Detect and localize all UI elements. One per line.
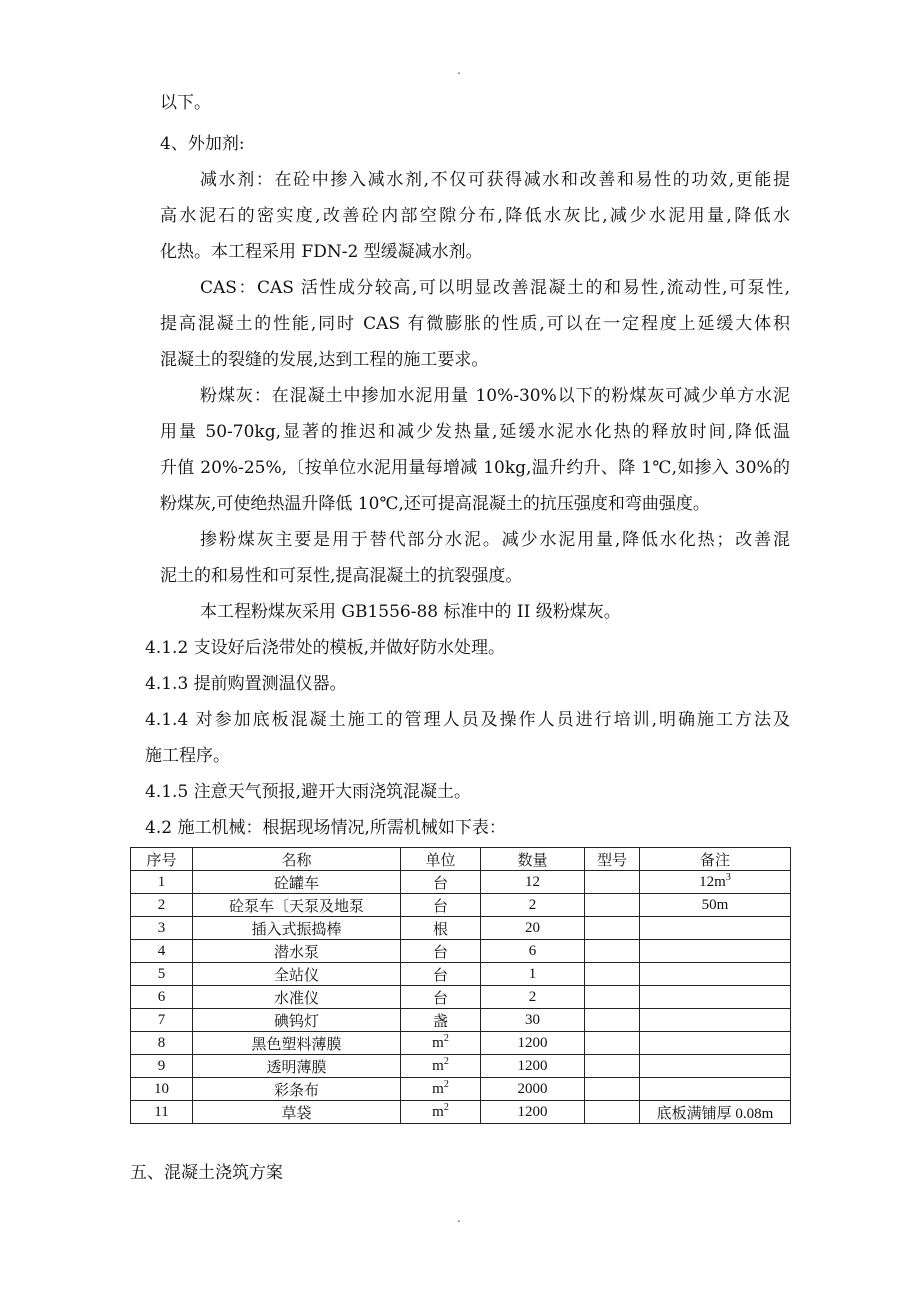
cell-note bbox=[640, 1078, 791, 1101]
cell-model bbox=[585, 963, 640, 986]
header-mark: . bbox=[457, 63, 461, 77]
section-4-2-heading: 4.2 施工机械：根据现场情况,所需机械如下表： bbox=[145, 818, 506, 838]
unit-superscript: 2 bbox=[443, 1078, 449, 1090]
item-4-1-4-line1: 4.1.4 对参加底板混凝土施工的管理人员及操作人员进行培训,明确施工方法及 bbox=[145, 710, 790, 730]
table-row bbox=[131, 917, 791, 940]
cell-unit bbox=[401, 1101, 481, 1124]
cell-unit bbox=[401, 1078, 481, 1101]
note-text: 12m bbox=[699, 873, 726, 890]
cell-name: 碘钨灯 bbox=[193, 1009, 401, 1032]
cell-name: 草袋 bbox=[193, 1101, 401, 1124]
unit-text: m bbox=[432, 1034, 444, 1051]
para-water-reducer-line3: 化热。本工程采用 FDN-2 型缓凝减水剂。 bbox=[160, 242, 483, 262]
cell-no: 8 bbox=[131, 1032, 193, 1055]
footer-mark: . bbox=[457, 1211, 461, 1225]
cell-model bbox=[585, 1078, 640, 1101]
cell-note bbox=[640, 1032, 791, 1055]
cell-qty: 1200 bbox=[481, 1101, 585, 1124]
unit-superscript: 2 bbox=[443, 1032, 449, 1044]
cell-no: 1 bbox=[131, 871, 193, 894]
header-model: 型号 bbox=[585, 848, 640, 871]
cell-unit bbox=[401, 1032, 481, 1055]
cell-name: 插入式振捣棒 bbox=[193, 917, 401, 940]
table-row bbox=[131, 963, 791, 986]
table-row bbox=[131, 1032, 791, 1055]
item-4-1-5: 4.1.5 注意天气预报,避开大雨浇筑混凝土。 bbox=[145, 782, 472, 802]
cell-qty: 12 bbox=[481, 871, 585, 894]
para-flyash-line1: 粉煤灰：在混凝土中掺加水泥用量 10%-30%以下的粉煤灰可减少单方水泥 bbox=[200, 386, 790, 406]
cell-note bbox=[640, 986, 791, 1009]
cell-unit: 台 bbox=[401, 894, 481, 917]
para-water-reducer-line1: 减水剂：在砼中掺入减水剂,不仅可获得减水和改善和易性的功效,更能提 bbox=[200, 170, 790, 190]
cell-no: 7 bbox=[131, 1009, 193, 1032]
table-row bbox=[131, 940, 791, 963]
cell-unit: 台 bbox=[401, 986, 481, 1009]
unit-superscript: 2 bbox=[443, 1101, 449, 1113]
cell-qty: 6 bbox=[481, 940, 585, 963]
header-no: 序号 bbox=[131, 848, 193, 871]
cell-note bbox=[640, 940, 791, 963]
cell-qty: 1200 bbox=[481, 1055, 585, 1078]
cell-note bbox=[640, 1055, 791, 1078]
table-row bbox=[131, 894, 791, 917]
para-flyash-line2: 用量 50-70kg,显著的推迟和减少发热量,延缓水泥水化热的释放时间,降低温 bbox=[160, 422, 790, 442]
header-note: 备注 bbox=[640, 848, 791, 871]
section-heading-admixture: 4、外加剂: bbox=[160, 134, 245, 154]
cell-qty: 1200 bbox=[481, 1032, 585, 1055]
item-4-1-3: 4.1.3 提前购置测温仪器。 bbox=[145, 674, 347, 694]
table-row bbox=[131, 871, 791, 894]
para-flyash-standard: 本工程粉煤灰采用 GB1556-88 标准中的 II 级粉煤灰。 bbox=[200, 602, 621, 622]
cell-model bbox=[585, 1101, 640, 1124]
cell-no: 5 bbox=[131, 963, 193, 986]
cell-unit: 根 bbox=[401, 917, 481, 940]
cell-model bbox=[585, 917, 640, 940]
para-water-reducer-line2: 高水泥石的密实度,改善砼内部空隙分布,降低水灰比,减少水泥用量,降低水 bbox=[160, 206, 790, 226]
cell-model bbox=[585, 1009, 640, 1032]
cell-name: 全站仪 bbox=[193, 963, 401, 986]
cell-model bbox=[585, 1032, 640, 1055]
cell-note bbox=[640, 917, 791, 940]
cell-model bbox=[585, 940, 640, 963]
para-flyash-use-line2: 泥土的和易性和可泵性,提高混凝土的抗裂强度。 bbox=[160, 566, 523, 586]
cell-name: 彩条布 bbox=[193, 1078, 401, 1101]
header-qty: 数量 bbox=[481, 848, 585, 871]
cell-note: 50m bbox=[640, 894, 791, 917]
cell-qty: 30 bbox=[481, 1009, 585, 1032]
cell-qty: 2 bbox=[481, 894, 585, 917]
cell-model bbox=[585, 894, 640, 917]
cell-qty: 2000 bbox=[481, 1078, 585, 1101]
cell-name: 砼泵车〔天泵及地泵 bbox=[193, 894, 401, 917]
para-cas-line1: CAS：CAS 活性成分较高,可以明显改善混凝土的和易性,流动性,可泵性, bbox=[200, 278, 790, 298]
cell-note bbox=[640, 963, 791, 986]
cell-no: 6 bbox=[131, 986, 193, 1009]
cell-no: 2 bbox=[131, 894, 193, 917]
item-4-1-2: 4.1.2 支设好后浇带处的模板,并做好防水处理。 bbox=[145, 638, 506, 658]
table-row bbox=[131, 1078, 791, 1101]
cell-qty: 1 bbox=[481, 963, 585, 986]
unit-superscript: 2 bbox=[443, 1055, 449, 1067]
header-name: 名称 bbox=[193, 848, 401, 871]
cell-no: 10 bbox=[131, 1078, 193, 1101]
para-flyash-line3: 升值 20%-25%,〔按单位水泥用量每增减 10kg,温升约升、降 1℃,如掺入 30%的 bbox=[160, 458, 790, 478]
table-row bbox=[131, 986, 791, 1009]
table-row bbox=[131, 1055, 791, 1078]
para-flyash-line4: 粉煤灰,可使绝热温升降低 10℃,还可提高混凝土的抗压强度和弯曲强度。 bbox=[160, 494, 710, 514]
para-cas-line3: 混凝土的裂缝的发展,达到工程的施工要求。 bbox=[160, 350, 489, 370]
item-4-1-4-line2: 施工程序。 bbox=[145, 746, 230, 766]
unit-text: m bbox=[432, 1103, 444, 1120]
para-cas-line2: 提高混凝土的性能,同时 CAS 有微膨胀的性质,可以在一定程度上延缓大体积 bbox=[160, 314, 790, 334]
cell-no: 4 bbox=[131, 940, 193, 963]
cell-name: 透明薄膜 bbox=[193, 1055, 401, 1078]
cell-note bbox=[640, 871, 791, 894]
cell-note bbox=[640, 1009, 791, 1032]
unit-text: m bbox=[432, 1080, 444, 1097]
cell-name: 砼罐车 bbox=[193, 871, 401, 894]
cell-unit: 台 bbox=[401, 871, 481, 894]
para-flyash-use-line1: 掺粉煤灰主要是用于替代部分水泥。减少水泥用量,降低水化热；改善混 bbox=[200, 530, 790, 550]
cell-unit: 台 bbox=[401, 940, 481, 963]
cell-note: 底板满铺厚 0.08m bbox=[640, 1101, 791, 1124]
table-row bbox=[131, 1101, 791, 1124]
cell-name: 潜水泵 bbox=[193, 940, 401, 963]
cell-unit bbox=[401, 1055, 481, 1078]
cell-model bbox=[585, 986, 640, 1009]
cell-qty: 20 bbox=[481, 917, 585, 940]
unit-text: m bbox=[432, 1057, 444, 1074]
para-continuation: 以下。 bbox=[160, 93, 211, 113]
cell-unit: 盏 bbox=[401, 1009, 481, 1032]
note-superscript: 3 bbox=[725, 871, 731, 883]
table-row bbox=[131, 1009, 791, 1032]
header-unit: 单位 bbox=[401, 848, 481, 871]
cell-model bbox=[585, 871, 640, 894]
cell-name: 黑色塑料薄膜 bbox=[193, 1032, 401, 1055]
cell-model bbox=[585, 1055, 640, 1078]
cell-no: 9 bbox=[131, 1055, 193, 1078]
cell-qty: 2 bbox=[481, 986, 585, 1009]
cell-no: 11 bbox=[131, 1101, 193, 1124]
cell-unit: 台 bbox=[401, 963, 481, 986]
machinery-table bbox=[130, 847, 791, 1124]
section-5-heading: 五、混凝土浇筑方案 bbox=[130, 1163, 283, 1183]
cell-name: 水准仪 bbox=[193, 986, 401, 1009]
cell-no: 3 bbox=[131, 917, 193, 940]
table-header-row bbox=[131, 848, 791, 871]
